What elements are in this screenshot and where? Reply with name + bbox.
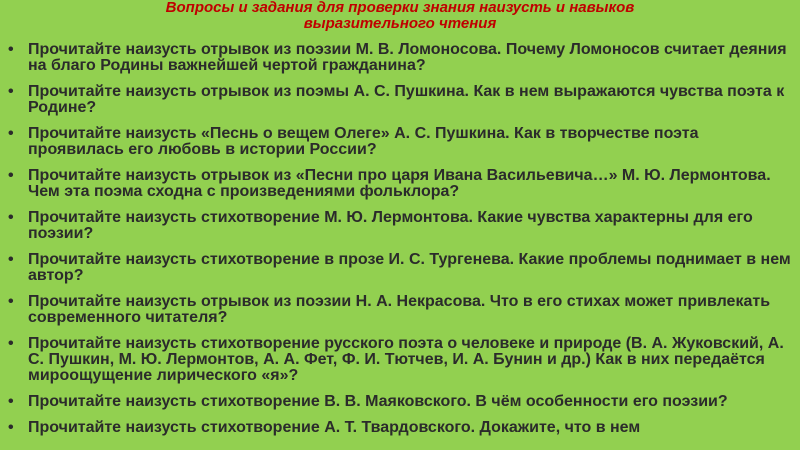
list-item xyxy=(6,394,796,410)
list-item-text: Прочитайте наизусть стихотворение В. В. Маяковского. В чём особенности его поэзии? xyxy=(28,393,728,410)
bullet-icon: • xyxy=(8,83,14,100)
question-list xyxy=(6,42,796,446)
list-item-text: Прочитайте наизусть отрывок из поэзии Н. А. Некрасова. Что в его стихах может привлекать современного читателя? xyxy=(28,293,771,326)
bullet-icon: • xyxy=(8,41,14,58)
list-item xyxy=(6,252,796,284)
list-item-text: Прочитайте наизусть «Песнь о вещем Олеге» А. С. Пушкина. Как в творчестве поэта проявилась его любовь в истории России? xyxy=(28,125,699,158)
bullet-icon: • xyxy=(8,125,14,142)
bullet-icon: • xyxy=(8,419,14,436)
list-item-text: Прочитайте наизусть стихотворение А. Т. Твардовского. Докажите, что в нем xyxy=(28,419,641,436)
list-item-text: Прочитайте наизусть отрывок из поэмы А. С. Пушкина. Как в нем выражаются чувства поэта к Родине? xyxy=(28,83,785,116)
title-line-1: Вопросы и задания для проверки знания наизусть и навыков xyxy=(165,0,635,16)
list-item-text: Прочитайте наизусть отрывок из поэзии М. В. Ломоносова. Почему Ломоносов считает деяния на благо Родины важнейшей чертой гражданина? xyxy=(28,41,787,74)
list-item xyxy=(6,294,796,326)
list-item xyxy=(6,420,796,436)
bullet-icon: • xyxy=(8,335,14,352)
bullet-icon: • xyxy=(8,393,14,410)
bullet-icon: • xyxy=(8,293,14,310)
list-item-text: Прочитайте наизусть стихотворение русского поэта о человеке и природе (В. А. Жуковский, А. С. Пушкин, М. Ю. Лермонтов, А. А. Фет, Ф. И. Тютчев, И. А. Бунин и др.) Как в них передаётся мироощущение лирического «я»? xyxy=(28,335,784,384)
list-item xyxy=(6,336,796,384)
bullet-icon: • xyxy=(8,167,14,184)
title-line-2: выразительного чтения xyxy=(303,15,497,32)
list-item xyxy=(6,84,796,116)
bullet-icon: • xyxy=(8,251,14,268)
page-title xyxy=(0,0,800,32)
list-item-text: Прочитайте наизусть стихотворение в прозе И. С. Тургенева. Какие проблемы поднимает в нем автор? xyxy=(28,251,791,284)
list-item xyxy=(6,126,796,158)
list-item-text: Прочитайте наизусть стихотворение М. Ю. Лермонтова. Какие чувства характерны для его поэзии? xyxy=(28,209,753,242)
list-item xyxy=(6,42,796,74)
list-item xyxy=(6,168,796,200)
bullet-icon: • xyxy=(8,209,14,226)
list-item xyxy=(6,210,796,242)
list-item-text: Прочитайте наизусть отрывок из «Песни про царя Ивана Васильевича…» М. Ю. Лермонтова. Чем эта поэма сходна с произведениями фольклора? xyxy=(28,167,771,200)
